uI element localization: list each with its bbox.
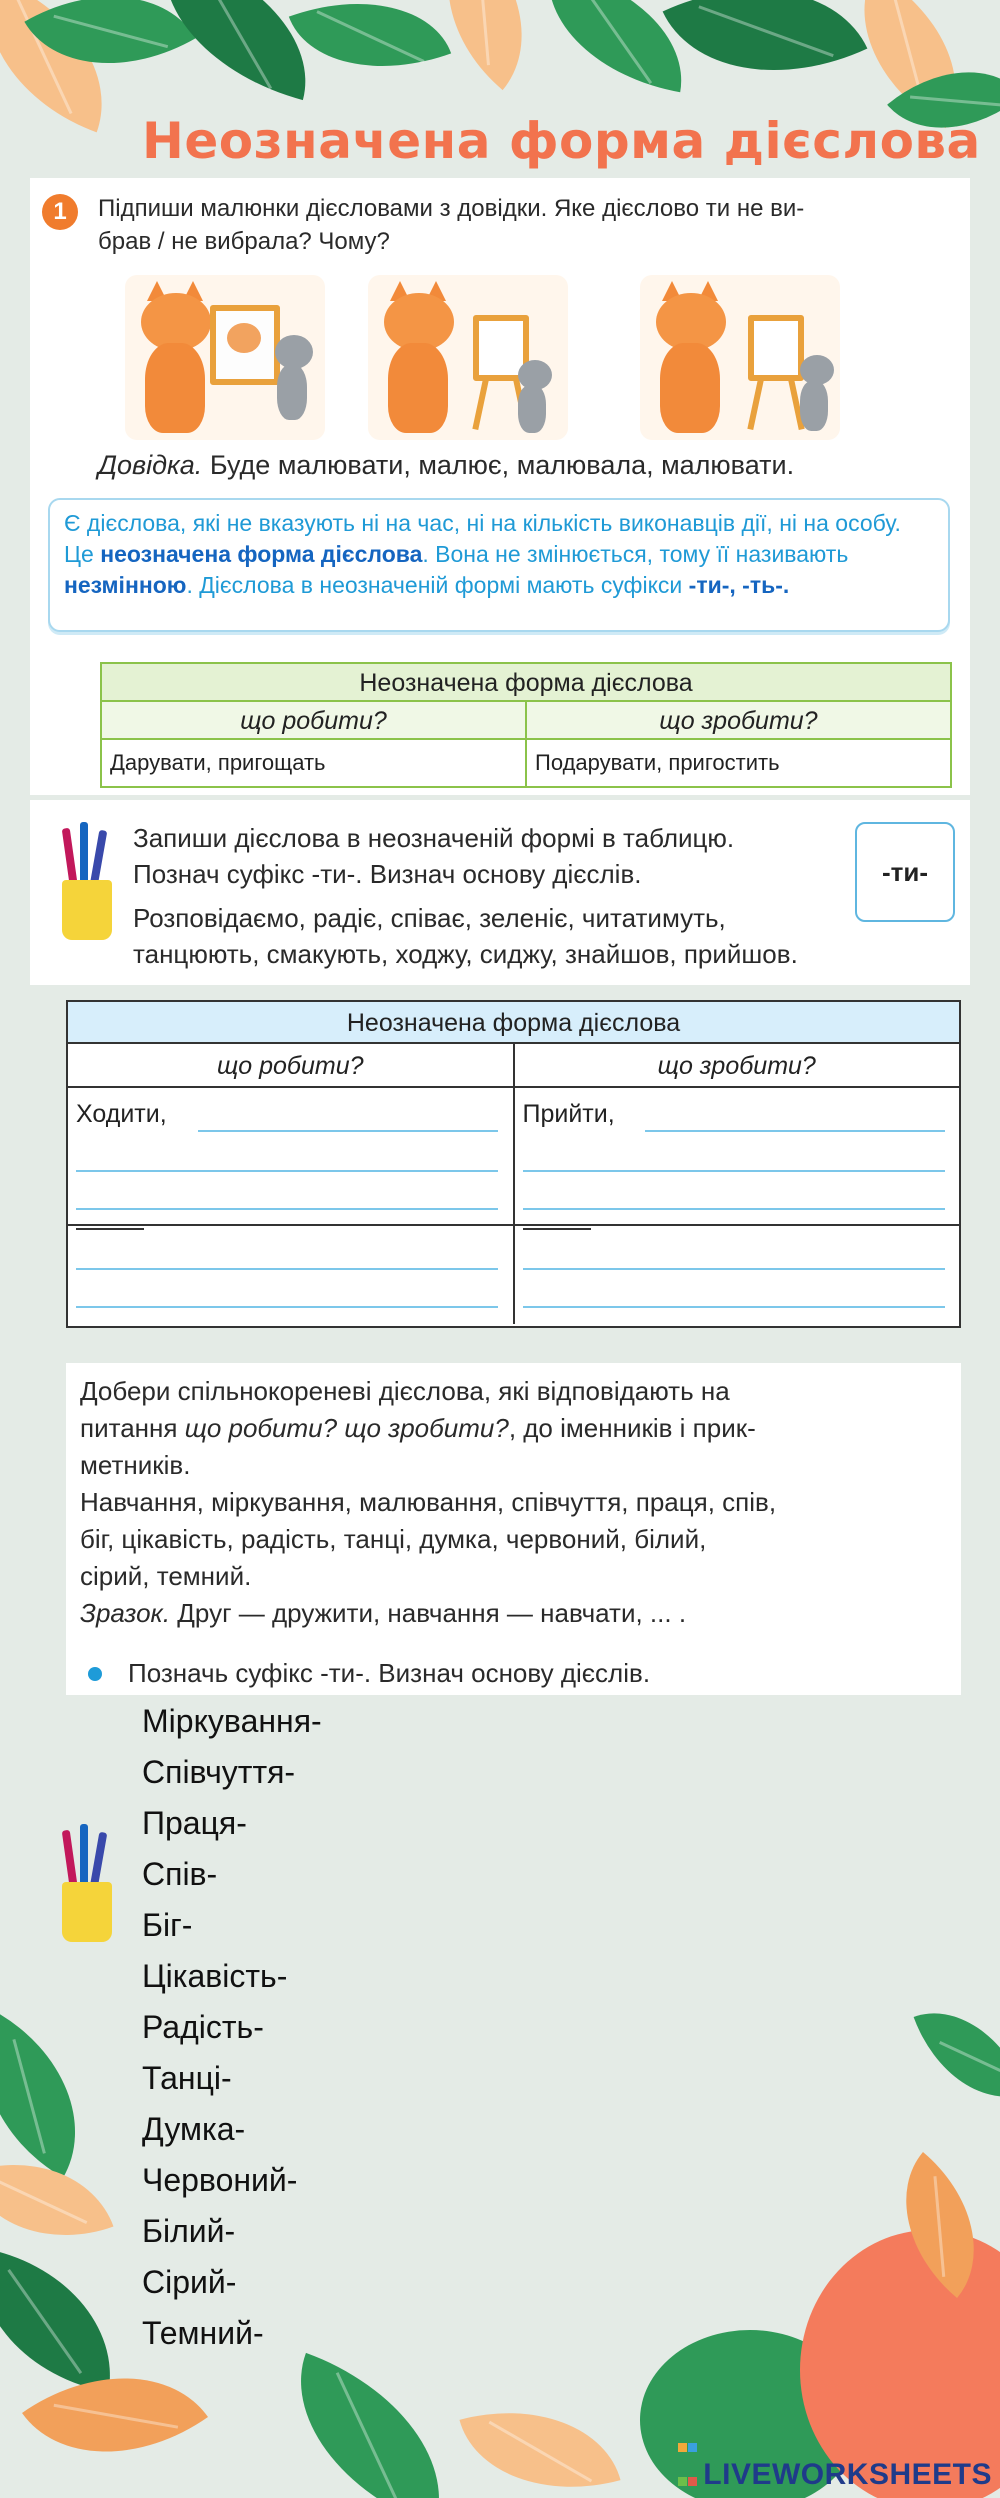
reference-list: Буде малювати, малює, малювала, малювати. xyxy=(209,450,795,480)
column-question-1: що робити? xyxy=(216,1052,364,1080)
answer-line[interactable] xyxy=(76,1170,498,1172)
task3-sample: Зразок. Друг — дружити, навчання — навчати, ... . xyxy=(80,1598,687,1628)
answer-list xyxy=(142,1696,322,2359)
example-word-1: Ходити, xyxy=(76,1100,167,1128)
answer-line[interactable] xyxy=(523,1268,945,1270)
table-header: Неозначена форма дієслова xyxy=(102,664,950,702)
task3-nouns-line3: сірий, темний. xyxy=(80,1561,252,1591)
answer-line[interactable] xyxy=(198,1130,498,1132)
example-word-2: Прийти, xyxy=(522,1100,615,1128)
answer-line[interactable] xyxy=(76,1208,498,1210)
bullet-icon xyxy=(88,1667,102,1681)
suffix-list: -ти-, -ть-. xyxy=(688,572,790,598)
task1-line2: брав / не вибрала? Чому? xyxy=(98,228,390,255)
example-perfective: Подарувати, пригостить xyxy=(525,740,950,786)
answer-line[interactable] xyxy=(76,1268,498,1270)
picture-1 xyxy=(125,275,325,440)
answer-item[interactable]: Цікавість- xyxy=(142,1958,288,1994)
answer-item[interactable]: Міркування- xyxy=(142,1703,322,1739)
answer-item[interactable]: Праця- xyxy=(142,1805,247,1841)
liveworksheets-logo[interactable]: LIVEWORKSHEETS xyxy=(677,2426,992,2492)
task2-word-list xyxy=(133,900,963,972)
answer-line[interactable] xyxy=(76,1306,498,1308)
suffix-hint-box: -ти- xyxy=(855,822,955,922)
task3-nouns-line2: біг, цікавість, радість, танці, думка, червоний, білий, xyxy=(80,1524,707,1554)
answer-item[interactable]: Білий- xyxy=(142,2213,236,2249)
page-title: Неозначена форма дієслова xyxy=(142,112,981,170)
task2-line1: Запиши дієслова в неозначеній формі в таблицю. xyxy=(133,823,735,853)
answer-item[interactable]: Співчуття- xyxy=(142,1754,296,1790)
answer-line[interactable] xyxy=(523,1208,945,1210)
task2-instruction xyxy=(133,820,853,892)
task2-line2: Познач суфікс -ти-. Визнач основу дієслів. xyxy=(133,859,642,889)
task2-words-line2: танцюють, смакують, ходжу, сиджу, знайшов, прийшов. xyxy=(133,939,798,969)
picture-2 xyxy=(368,275,568,440)
term-infinitive: неозначена форма дієслова xyxy=(100,541,423,567)
table-header: Неозначена форма дієслова xyxy=(68,1002,959,1044)
task1-line1: Підпиши малюнки дієсловами з довідки. Яке дієслово ти не ви- xyxy=(98,195,805,222)
infinitive-answer-table xyxy=(66,1000,961,1328)
answer-item[interactable]: Спів- xyxy=(142,1856,218,1892)
task3-instruction: Добери спільнокореневі дієслова, які відповідають на питання що робити? що зробити?, до іменників і прик- метників. Навчання, міркування, малювання, співчуття, праця, спів, біг, цікавість, радість, танці, думка, червоний, білий, сірий, темний. Зразок. Друг — дружити, навчання — навчати, ... . xyxy=(80,1373,950,1632)
column-question-1: що робити? xyxy=(240,707,387,735)
answer-item[interactable]: Червоний- xyxy=(142,2162,298,2198)
logo-mark-icon xyxy=(677,2426,699,2448)
answer-column-2 xyxy=(513,1088,960,1324)
term-unchangeable: незмінною xyxy=(64,572,187,598)
task3-bullet-text: Позначь суфікс -ти-. Визнач основу дієслів. xyxy=(128,1658,651,1688)
task-number-badge: 1 xyxy=(42,194,78,230)
rule-box: Є дієслова, які не вказують ні на час, ні на кількість виконавців дії, ні на особу. Це неозначена форма дієслова. Вона не змінюється, тому її називають незмінною. Дієслова в неозначеній формі мають суфікси -ти-, -ть-. xyxy=(48,498,950,632)
example-imperfective: Дарувати, пригощать xyxy=(110,750,326,775)
answer-line[interactable] xyxy=(523,1306,945,1308)
column-question-2: що зробити? xyxy=(525,702,950,738)
answer-item[interactable]: Думка- xyxy=(142,2111,246,2147)
answer-item[interactable]: Сірий- xyxy=(142,2264,237,2300)
answer-column-1 xyxy=(68,1088,513,1324)
column-question-2: що зробити? xyxy=(513,1044,960,1086)
answer-line[interactable] xyxy=(645,1130,945,1132)
answer-line[interactable] xyxy=(523,1170,945,1172)
reference-words xyxy=(98,450,794,481)
answer-item[interactable]: Біг- xyxy=(142,1907,193,1943)
picture-3 xyxy=(640,275,840,440)
task2-words-line1: Розповідаємо, радіє, співає, зеленіє, читатимуть, xyxy=(133,903,726,933)
task1-instruction xyxy=(98,192,958,258)
task3-nouns-line1: Навчання, міркування, малювання, співчуття, праця, спів, xyxy=(80,1487,777,1517)
answer-item[interactable]: Танці- xyxy=(142,2060,232,2096)
answer-item[interactable]: Темний- xyxy=(142,2315,264,2351)
infinitive-table-example xyxy=(100,662,952,788)
answer-item[interactable]: Радість- xyxy=(142,2009,264,2045)
reference-label: Довідка. xyxy=(98,450,203,480)
